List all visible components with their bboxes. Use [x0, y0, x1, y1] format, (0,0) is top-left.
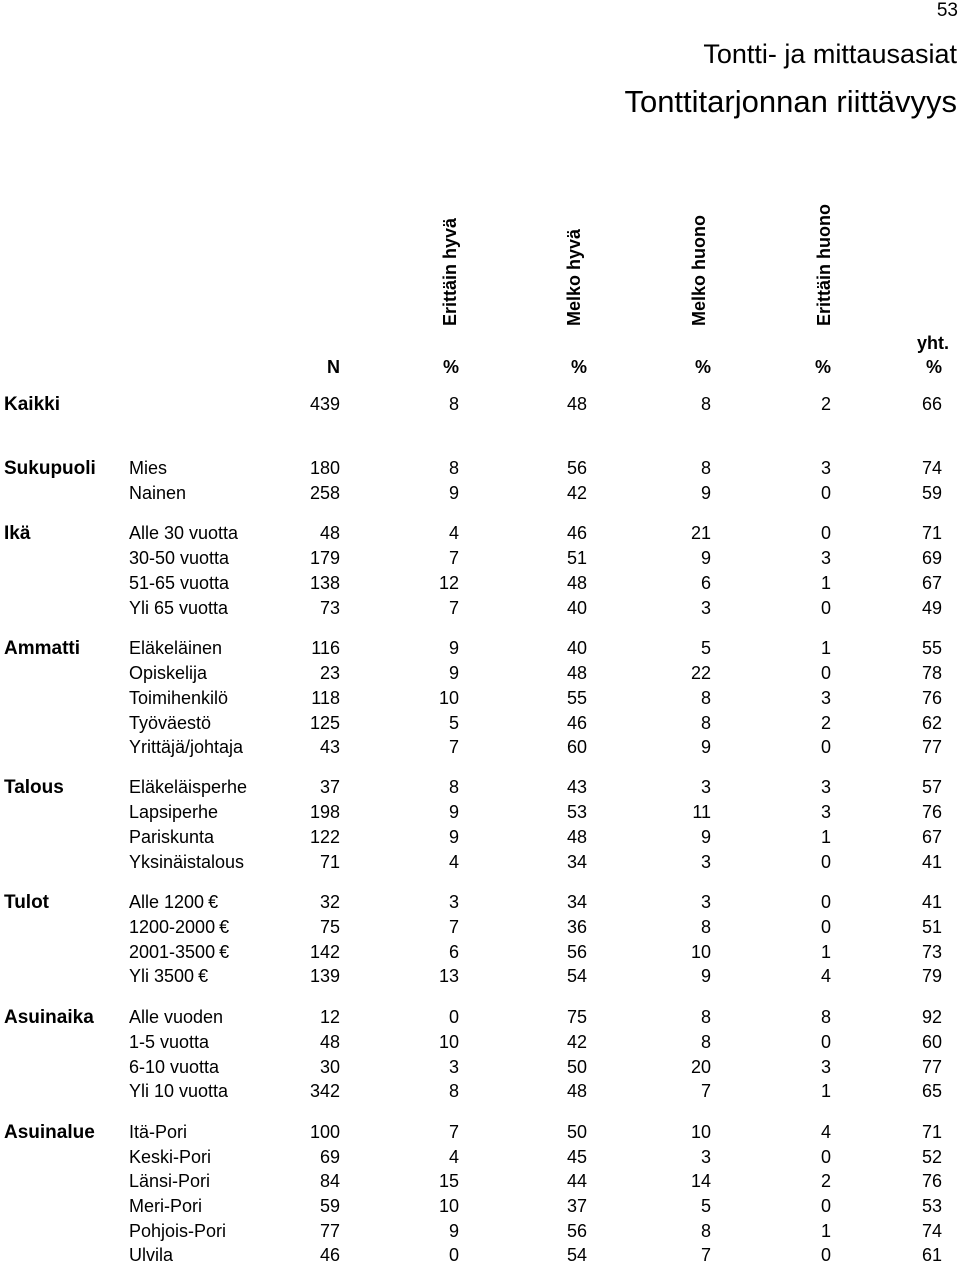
melko-hyva-value: 56: [566, 458, 587, 478]
table-row: [0, 892, 960, 916]
melko-huono-value: 14: [690, 1171, 711, 1191]
erittain-huono-value: 2: [820, 713, 831, 733]
page-subtitle: Tonttitarjonnan riittävyys: [624, 84, 957, 119]
unit-pct: %: [694, 357, 711, 377]
erittain-hyva-value: 7: [448, 1122, 459, 1142]
yht-value: 53: [921, 1196, 942, 1216]
yht-value: 49: [921, 598, 942, 618]
erittain-hyva-value: 4: [448, 852, 459, 872]
yht-value: 67: [921, 573, 942, 593]
melko-hyva-value: 55: [566, 688, 587, 708]
euro-sign: €: [219, 917, 230, 937]
unit-pct: %: [570, 357, 587, 377]
column-header-label: Erittäin huono: [814, 204, 834, 326]
n-value: 142: [309, 942, 340, 962]
melko-hyva-value: 54: [566, 966, 587, 986]
melko-hyva-value: 56: [566, 1221, 587, 1241]
column-header-melko-hyva: [565, 198, 589, 326]
table-row: [0, 1081, 960, 1105]
melko-hyva-value: 51: [566, 548, 587, 568]
yht-value: 52: [921, 1147, 942, 1167]
melko-hyva-value: 48: [566, 663, 587, 683]
n-value: 46: [319, 1245, 340, 1265]
erittain-huono-value: 0: [820, 663, 831, 683]
n-value: 139: [309, 966, 340, 986]
erittain-huono-value: 0: [820, 1196, 831, 1216]
row-sub-label: [129, 1245, 173, 1266]
row-group-label: Talous: [4, 777, 64, 798]
erittain-huono-value: 0: [820, 917, 831, 937]
n-value: 342: [309, 1081, 340, 1101]
melko-huono-value: 3: [700, 892, 711, 912]
erittain-hyva-value: 9: [448, 1221, 459, 1241]
erittain-huono-value: 0: [820, 483, 831, 503]
row-sub-label: [129, 1122, 187, 1143]
melko-hyva-value: 40: [566, 638, 587, 658]
column-header-label: Melko hyvä: [564, 228, 584, 326]
row-sub-label-text: 6-10 vuotta: [129, 1057, 220, 1077]
row-sub-label: [129, 688, 228, 709]
melko-huono-value: 8: [700, 458, 711, 478]
erittain-huono-value: 0: [820, 1147, 831, 1167]
melko-hyva-value: 42: [566, 483, 587, 503]
erittain-hyva-value: 9: [448, 802, 459, 822]
yht-value: 78: [921, 663, 942, 683]
table-row: [0, 573, 960, 597]
row-sub-label: [129, 1007, 223, 1028]
row-sub-label-text: Alle 30 vuotta: [129, 523, 239, 543]
n-value: 32: [319, 892, 340, 912]
table-row: [0, 598, 960, 622]
row-sub-label: [129, 827, 214, 848]
erittain-huono-value: 1: [820, 942, 831, 962]
row-sub-label-text: Keski-Pori: [129, 1147, 212, 1167]
melko-huono-value: 9: [700, 737, 711, 757]
column-header-erittain-hyva: [441, 198, 465, 326]
erittain-huono-value: 4: [820, 1122, 831, 1142]
yht-value: 71: [921, 523, 942, 543]
page-number: 53: [936, 0, 958, 21]
n-value: 77: [319, 1221, 340, 1241]
erittain-huono-value: 0: [820, 852, 831, 872]
melko-huono-value: 3: [700, 1147, 711, 1167]
table-row: [0, 917, 960, 941]
table-row: [0, 777, 960, 801]
yht-value: 69: [921, 548, 942, 568]
erittain-huono-value: 1: [820, 573, 831, 593]
erittain-huono-value: 8: [820, 1007, 831, 1027]
table-row: [0, 1221, 960, 1245]
euro-sign: €: [208, 892, 219, 912]
erittain-huono-value: 1: [820, 1081, 831, 1101]
erittain-hyva-value: 10: [438, 1196, 459, 1216]
table-row: [0, 1245, 960, 1269]
erittain-hyva-value: 7: [448, 917, 459, 937]
erittain-huono-value: 3: [820, 802, 831, 822]
row-sub-label-text: 1200-2000: [129, 917, 216, 937]
n-value: 179: [309, 548, 340, 568]
row-group-label: Ikä: [4, 523, 31, 544]
table-row: [0, 942, 960, 966]
row-sub-label-text: Eläkeläinen: [129, 638, 223, 658]
row-sub-label: [129, 598, 228, 619]
erittain-huono-value: 1: [820, 638, 831, 658]
melko-hyva-value: 45: [566, 1147, 587, 1167]
melko-hyva-value: 48: [566, 394, 587, 414]
erittain-hyva-value: 0: [448, 1007, 459, 1027]
row-sub-label: [129, 1057, 219, 1078]
erittain-hyva-value: 7: [448, 737, 459, 757]
table-row: [0, 638, 960, 662]
row-sub-label: [129, 892, 218, 913]
melko-hyva-value: 37: [566, 1196, 587, 1216]
melko-huono-value: 8: [700, 1032, 711, 1052]
erittain-hyva-value: 4: [448, 523, 459, 543]
row-group-label: Asuinalue: [4, 1122, 95, 1143]
melko-huono-value: 5: [700, 638, 711, 658]
yht-value: 74: [921, 1221, 942, 1241]
row-sub-label-text: Meri-Pori: [129, 1196, 203, 1216]
row-sub-label: [129, 713, 211, 734]
row-sub-label-text: Länsi-Pori: [129, 1171, 211, 1191]
melko-huono-value: 8: [700, 1221, 711, 1241]
erittain-hyva-value: 15: [438, 1171, 459, 1191]
row-sub-label: [129, 663, 207, 684]
yht-value: 62: [921, 713, 942, 733]
erittain-huono-value: 2: [820, 394, 831, 414]
table-row: [0, 852, 960, 876]
melko-huono-value: 8: [700, 688, 711, 708]
erittain-hyva-value: 7: [448, 598, 459, 618]
melko-huono-value: 7: [700, 1245, 711, 1265]
melko-hyva-value: 36: [566, 917, 587, 937]
erittain-hyva-value: 10: [438, 1032, 459, 1052]
n-value: 73: [319, 598, 340, 618]
euro-sign: €: [219, 942, 230, 962]
n-value: 198: [309, 802, 340, 822]
melko-hyva-value: 48: [566, 573, 587, 593]
erittain-hyva-value: 3: [448, 892, 459, 912]
melko-hyva-value: 50: [566, 1057, 587, 1077]
row-sub-label-text: 2001-3500: [129, 942, 216, 962]
melko-huono-value: 8: [700, 713, 711, 733]
erittain-hyva-value: 3: [448, 1057, 459, 1077]
table-row: [0, 737, 960, 761]
table-row: [0, 713, 960, 737]
erittain-hyva-value: 9: [448, 638, 459, 658]
erittain-hyva-value: 6: [448, 942, 459, 962]
n-value: 138: [309, 573, 340, 593]
row-sub-label: [129, 548, 229, 569]
erittain-huono-value: 0: [820, 1032, 831, 1052]
yht-value: 76: [921, 688, 942, 708]
row-sub-label-text: Alle 1200: [129, 892, 205, 912]
yht-value: 74: [921, 458, 942, 478]
melko-huono-value: 9: [700, 483, 711, 503]
melko-hyva-value: 48: [566, 1081, 587, 1101]
n-value: 43: [319, 737, 340, 757]
erittain-hyva-value: 7: [448, 548, 459, 568]
row-sub-label-text: Toimihenkilö: [129, 688, 229, 708]
melko-huono-value: 5: [700, 1196, 711, 1216]
yht-value: 76: [921, 802, 942, 822]
erittain-huono-value: 1: [820, 827, 831, 847]
erittain-hyva-value: 9: [448, 663, 459, 683]
n-value: 118: [311, 688, 340, 708]
row-sub-label-text: 1-5 vuotta: [129, 1032, 210, 1052]
erittain-huono-value: 0: [820, 737, 831, 757]
unit-n: N: [327, 357, 340, 377]
erittain-hyva-value: 13: [438, 966, 459, 986]
n-value: 125: [309, 713, 340, 733]
melko-hyva-value: 42: [566, 1032, 587, 1052]
row-sub-label-text: Opiskelija: [129, 663, 208, 683]
yht-value: 71: [921, 1122, 942, 1142]
row-sub-label-text: Ulvila: [129, 1245, 174, 1265]
table-row: [0, 827, 960, 851]
melko-hyva-value: 50: [566, 1122, 587, 1142]
row-sub-label: [129, 802, 218, 823]
column-header-melko-huono: [690, 198, 714, 326]
row-sub-label: [129, 458, 167, 479]
n-value: 48: [319, 1032, 340, 1052]
erittain-hyva-value: 9: [448, 483, 459, 503]
row-sub-label: [129, 483, 186, 504]
row-sub-label-text: Yksinäistalous: [129, 852, 245, 872]
row-sub-label: [129, 737, 243, 758]
row-group-label: Tulot: [4, 892, 50, 913]
melko-huono-value: 3: [700, 852, 711, 872]
erittain-huono-value: 3: [820, 777, 831, 797]
yht-value: 41: [921, 852, 942, 872]
unit-pct: %: [814, 357, 831, 377]
melko-hyva-value: 60: [566, 737, 587, 757]
table-row: [0, 688, 960, 712]
erittain-huono-value: 2: [820, 1171, 831, 1191]
row-sub-label-text: 30-50 vuotta: [129, 548, 230, 568]
table-row: [0, 1007, 960, 1031]
melko-hyva-value: 46: [566, 713, 587, 733]
row-sub-label-text: Alle vuoden: [129, 1007, 224, 1027]
yht-value: 92: [921, 1007, 942, 1027]
n-value: 75: [319, 917, 340, 937]
erittain-hyva-value: 8: [448, 394, 459, 414]
melko-huono-value: 9: [700, 548, 711, 568]
n-value: 439: [309, 394, 340, 414]
erittain-huono-value: 4: [820, 966, 831, 986]
yht-value: 61: [921, 1245, 942, 1265]
n-value: 180: [309, 458, 340, 478]
melko-hyva-value: 53: [566, 802, 587, 822]
n-value: 116: [311, 638, 340, 658]
table-row: [0, 548, 960, 572]
row-sub-label: [129, 1221, 226, 1242]
melko-hyva-value: 34: [566, 892, 587, 912]
erittain-hyva-value: 8: [448, 1081, 459, 1101]
erittain-huono-value: 0: [820, 523, 831, 543]
melko-huono-value: 7: [700, 1081, 711, 1101]
row-sub-label-text: Yrittäjä/johtaja: [129, 737, 244, 757]
erittain-huono-value: 0: [820, 1245, 831, 1265]
table-row: [0, 663, 960, 687]
erittain-huono-value: 3: [820, 458, 831, 478]
row-sub-label-text: 51-65 vuotta: [129, 573, 230, 593]
melko-huono-value: 10: [690, 942, 711, 962]
n-value: 59: [319, 1196, 340, 1216]
melko-huono-value: 3: [700, 598, 711, 618]
table-row: [0, 523, 960, 547]
table-row: [0, 483, 960, 507]
table-row: [0, 1122, 960, 1146]
erittain-huono-value: 3: [820, 1057, 831, 1077]
yht-value: 73: [921, 942, 942, 962]
erittain-hyva-value: 10: [438, 688, 459, 708]
n-value: 37: [319, 777, 340, 797]
yht-value: 65: [921, 1081, 942, 1101]
yht-value: 59: [921, 483, 942, 503]
n-value: 71: [319, 852, 340, 872]
erittain-huono-value: 0: [820, 892, 831, 912]
melko-huono-value: 21: [690, 523, 711, 543]
table-row: [0, 458, 960, 482]
table-row: [0, 1032, 960, 1056]
row-sub-label-text: Eläkeläisperhe: [129, 777, 248, 797]
table-row: [0, 966, 960, 990]
row-group-label: Sukupuoli: [4, 458, 96, 479]
row-group-label: Kaikki: [4, 394, 60, 415]
unit-pct: %: [925, 357, 942, 377]
row-sub-label: [129, 966, 208, 987]
column-header-yht: yht.: [916, 333, 949, 353]
melko-huono-value: 8: [700, 917, 711, 937]
melko-hyva-value: 43: [566, 777, 587, 797]
yht-value: 41: [921, 892, 942, 912]
melko-huono-value: 11: [692, 802, 711, 822]
erittain-hyva-value: 8: [448, 458, 459, 478]
melko-hyva-value: 48: [566, 827, 587, 847]
melko-huono-value: 8: [700, 394, 711, 414]
row-sub-label-text: Pohjois-Pori: [129, 1221, 227, 1241]
row-sub-label: [129, 777, 247, 798]
erittain-huono-value: 3: [820, 688, 831, 708]
n-value: 84: [319, 1171, 340, 1191]
yht-value: 55: [921, 638, 942, 658]
n-value: 258: [309, 483, 340, 503]
melko-huono-value: 3: [700, 777, 711, 797]
melko-hyva-value: 46: [566, 523, 587, 543]
row-sub-label: [129, 1081, 228, 1102]
melko-huono-value: 9: [700, 827, 711, 847]
n-value: 69: [319, 1147, 340, 1167]
row-sub-label: [129, 1147, 211, 1168]
yht-value: 57: [921, 777, 942, 797]
row-sub-label: [129, 1032, 209, 1053]
melko-hyva-value: 75: [566, 1007, 587, 1027]
melko-huono-value: 9: [700, 966, 711, 986]
melko-huono-value: 10: [690, 1122, 711, 1142]
n-value: 100: [309, 1122, 340, 1142]
melko-huono-value: 6: [700, 573, 711, 593]
erittain-huono-value: 3: [820, 548, 831, 568]
erittain-hyva-value: 5: [448, 713, 459, 733]
row-sub-label-text: Työväestö: [129, 713, 212, 733]
unit-pct: %: [442, 357, 459, 377]
melko-hyva-value: 40: [566, 598, 587, 618]
melko-hyva-value: 44: [566, 1171, 587, 1191]
erittain-huono-value: 1: [820, 1221, 831, 1241]
yht-value: 79: [921, 966, 942, 986]
erittain-hyva-value: 9: [448, 827, 459, 847]
yht-value: 67: [921, 827, 942, 847]
table-row: [0, 802, 960, 826]
erittain-hyva-value: 12: [438, 573, 459, 593]
table-row: [0, 1171, 960, 1195]
table-row: [0, 394, 960, 418]
table-row: [0, 1196, 960, 1220]
n-value: 12: [319, 1007, 340, 1027]
page-title: Tontti- ja mittausasiat: [703, 39, 957, 69]
row-sub-label-text: Lapsiperhe: [129, 802, 219, 822]
row-sub-label: [129, 638, 222, 659]
melko-hyva-value: 34: [566, 852, 587, 872]
row-sub-label-text: Yli 10 vuotta: [129, 1081, 229, 1101]
yht-value: 77: [921, 1057, 942, 1077]
yht-value: 66: [921, 394, 942, 414]
row-sub-label-text: Pariskunta: [129, 827, 215, 847]
column-header-label: Erittäin hyvä: [440, 217, 460, 326]
yht-value: 76: [921, 1171, 942, 1191]
n-value: 30: [319, 1057, 340, 1077]
melko-huono-value: 22: [690, 663, 711, 683]
row-sub-label: [129, 573, 229, 594]
table-row: [0, 1057, 960, 1081]
row-sub-label-text: Nainen: [129, 483, 187, 503]
row-sub-label: [129, 1171, 210, 1192]
euro-sign: €: [198, 966, 209, 986]
melko-hyva-value: 54: [566, 1245, 587, 1265]
n-value: 122: [309, 827, 340, 847]
row-sub-label: [129, 1196, 202, 1217]
erittain-hyva-value: 8: [448, 777, 459, 797]
melko-hyva-value: 56: [566, 942, 587, 962]
column-header-label: Melko huono: [689, 215, 709, 326]
yht-value: 77: [921, 737, 942, 757]
n-value: 48: [319, 523, 340, 543]
melko-huono-value: 20: [690, 1057, 711, 1077]
row-group-label: Ammatti: [4, 638, 81, 659]
row-sub-label-text: Mies: [129, 458, 168, 478]
row-sub-label-text: Yli 3500: [129, 966, 195, 986]
unit-header-row: [0, 357, 960, 379]
erittain-hyva-value: 0: [448, 1245, 459, 1265]
row-sub-label: [129, 917, 229, 938]
column-header-erittain-huono: [815, 198, 839, 326]
yht-value: 51: [921, 917, 942, 937]
row-group-label: Asuinaika: [4, 1007, 94, 1028]
table-row: [0, 1147, 960, 1171]
row-sub-label: [129, 852, 244, 873]
n-value: 23: [319, 663, 340, 683]
erittain-huono-value: 0: [820, 598, 831, 618]
row-sub-label: [129, 942, 229, 963]
erittain-hyva-value: 4: [448, 1147, 459, 1167]
yht-value: 60: [921, 1032, 942, 1052]
row-sub-label: [129, 523, 238, 544]
row-sub-label-text: Itä-Pori: [129, 1122, 188, 1142]
melko-huono-value: 8: [700, 1007, 711, 1027]
row-sub-label-text: Yli 65 vuotta: [129, 598, 229, 618]
